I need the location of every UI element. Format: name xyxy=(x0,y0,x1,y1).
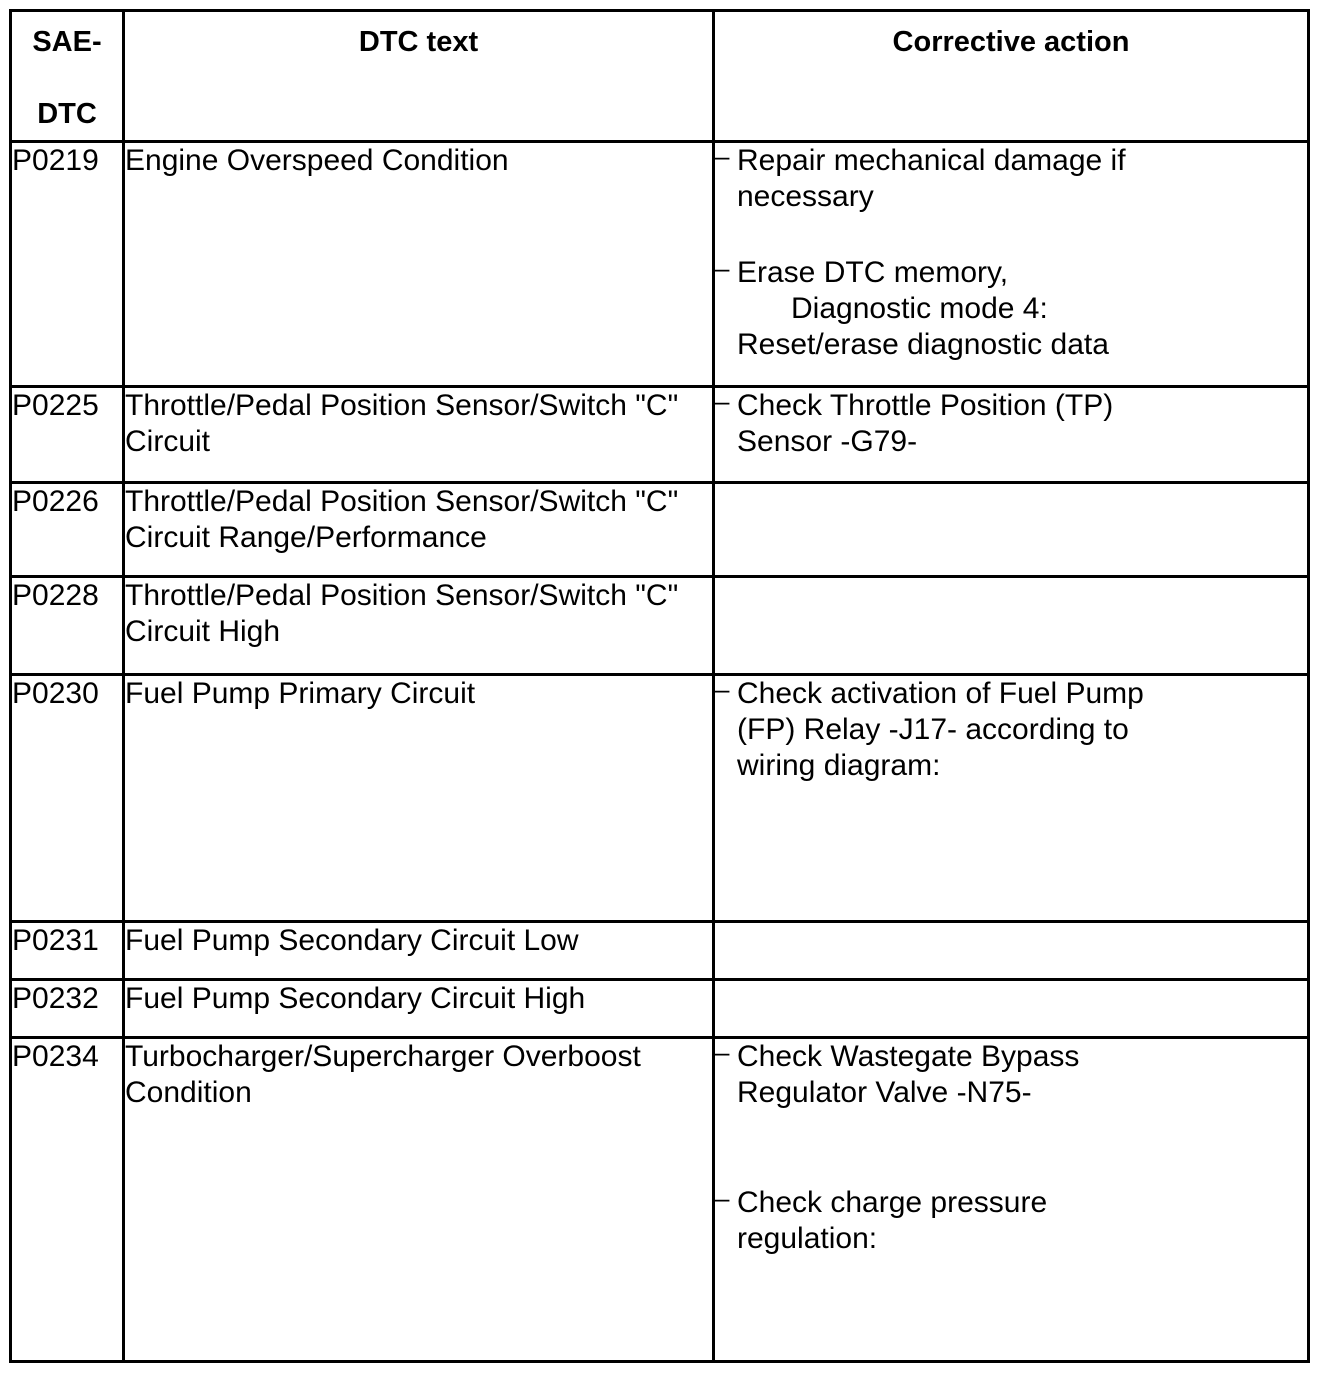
corrective-action-cell xyxy=(714,1038,1309,1362)
bullet-dash-icon: – xyxy=(715,386,730,416)
table-body xyxy=(11,142,1309,1362)
table-row xyxy=(11,577,1309,675)
dtc-code-cell: P0231 xyxy=(11,922,124,980)
dtc-code-cell: P0234 xyxy=(11,1038,124,1362)
bullet-dash-icon: – xyxy=(715,1183,730,1213)
action-line: Sensor -G79- xyxy=(737,425,918,458)
dtc-text-cell: Fuel Pump Secondary Circuit High xyxy=(124,980,714,1038)
action-line: Reset/erase diagnostic data xyxy=(737,328,1109,361)
dtc-code-cell: P0225 xyxy=(11,387,124,483)
dtc-text-cell: Throttle/Pedal Position Sensor/Switch "C" Circuit xyxy=(124,387,714,483)
dtc-code-cell: P0228 xyxy=(11,577,124,675)
action-line: Check Wastegate Bypass xyxy=(737,1040,1080,1073)
dtc-table xyxy=(9,9,1310,1363)
bullet-dash-icon: – xyxy=(715,1037,730,1067)
dtc-code-cell: P0226 xyxy=(11,483,124,577)
action-line: necessary xyxy=(737,180,874,213)
header-corrective-action: Corrective action xyxy=(714,11,1309,142)
action-item xyxy=(715,255,1307,363)
action-line: Check charge pressure xyxy=(737,1186,1048,1219)
action-line: Check activation of Fuel Pump xyxy=(737,677,1144,710)
table-row xyxy=(11,387,1309,483)
dtc-text-cell: Fuel Pump Primary Circuit xyxy=(124,675,714,922)
action-line: Check Throttle Position (TP) xyxy=(737,389,1114,422)
action-line: Diagnostic mode 4: xyxy=(791,292,1048,325)
table-row xyxy=(11,675,1309,922)
action-line: Erase DTC memory, xyxy=(737,256,1009,289)
dtc-text-cell: Turbocharger/Supercharger Overboost Condition xyxy=(124,1038,714,1362)
header-sae-dtc-line1: SAE- xyxy=(32,26,102,58)
corrective-action-cell xyxy=(714,922,1309,980)
table-row xyxy=(11,980,1309,1038)
dtc-code-cell: P0230 xyxy=(11,675,124,922)
table-row xyxy=(11,1038,1309,1362)
header-dtc-text: DTC text xyxy=(124,11,714,142)
header-sae-dtc xyxy=(11,11,124,142)
table-row xyxy=(11,483,1309,577)
action-item xyxy=(715,676,1307,784)
action-line: wiring diagram: xyxy=(737,749,941,782)
dtc-text-cell: Throttle/Pedal Position Sensor/Switch "C" Circuit Range/Performance xyxy=(124,483,714,577)
corrective-action-cell xyxy=(714,980,1309,1038)
dtc-text-cell: Engine Overspeed Condition xyxy=(124,142,714,387)
corrective-action-cell xyxy=(714,387,1309,483)
bullet-dash-icon: – xyxy=(715,253,730,283)
action-item xyxy=(715,1039,1307,1111)
action-line: Regulator Valve -N75- xyxy=(737,1076,1032,1109)
header-sae-dtc-line2: DTC xyxy=(37,98,97,130)
action-item xyxy=(715,1185,1307,1257)
bullet-dash-icon: – xyxy=(715,141,730,171)
header-row xyxy=(11,11,1309,142)
table-row xyxy=(11,922,1309,980)
corrective-action-cell xyxy=(714,483,1309,577)
dtc-text-cell: Throttle/Pedal Position Sensor/Switch "C" Circuit High xyxy=(124,577,714,675)
corrective-action-cell xyxy=(714,577,1309,675)
dtc-code-cell: P0219 xyxy=(11,142,124,387)
action-line: regulation: xyxy=(737,1222,878,1255)
action-line: Repair mechanical damage if xyxy=(737,144,1126,177)
action-item xyxy=(715,388,1307,460)
dtc-code-cell: P0232 xyxy=(11,980,124,1038)
table-row xyxy=(11,142,1309,387)
dtc-text-cell: Fuel Pump Secondary Circuit Low xyxy=(124,922,714,980)
action-line: (FP) Relay -J17- according to xyxy=(737,713,1129,746)
bullet-dash-icon: – xyxy=(715,674,730,704)
action-item xyxy=(715,143,1307,215)
corrective-action-cell xyxy=(714,142,1309,387)
corrective-action-cell xyxy=(714,675,1309,922)
